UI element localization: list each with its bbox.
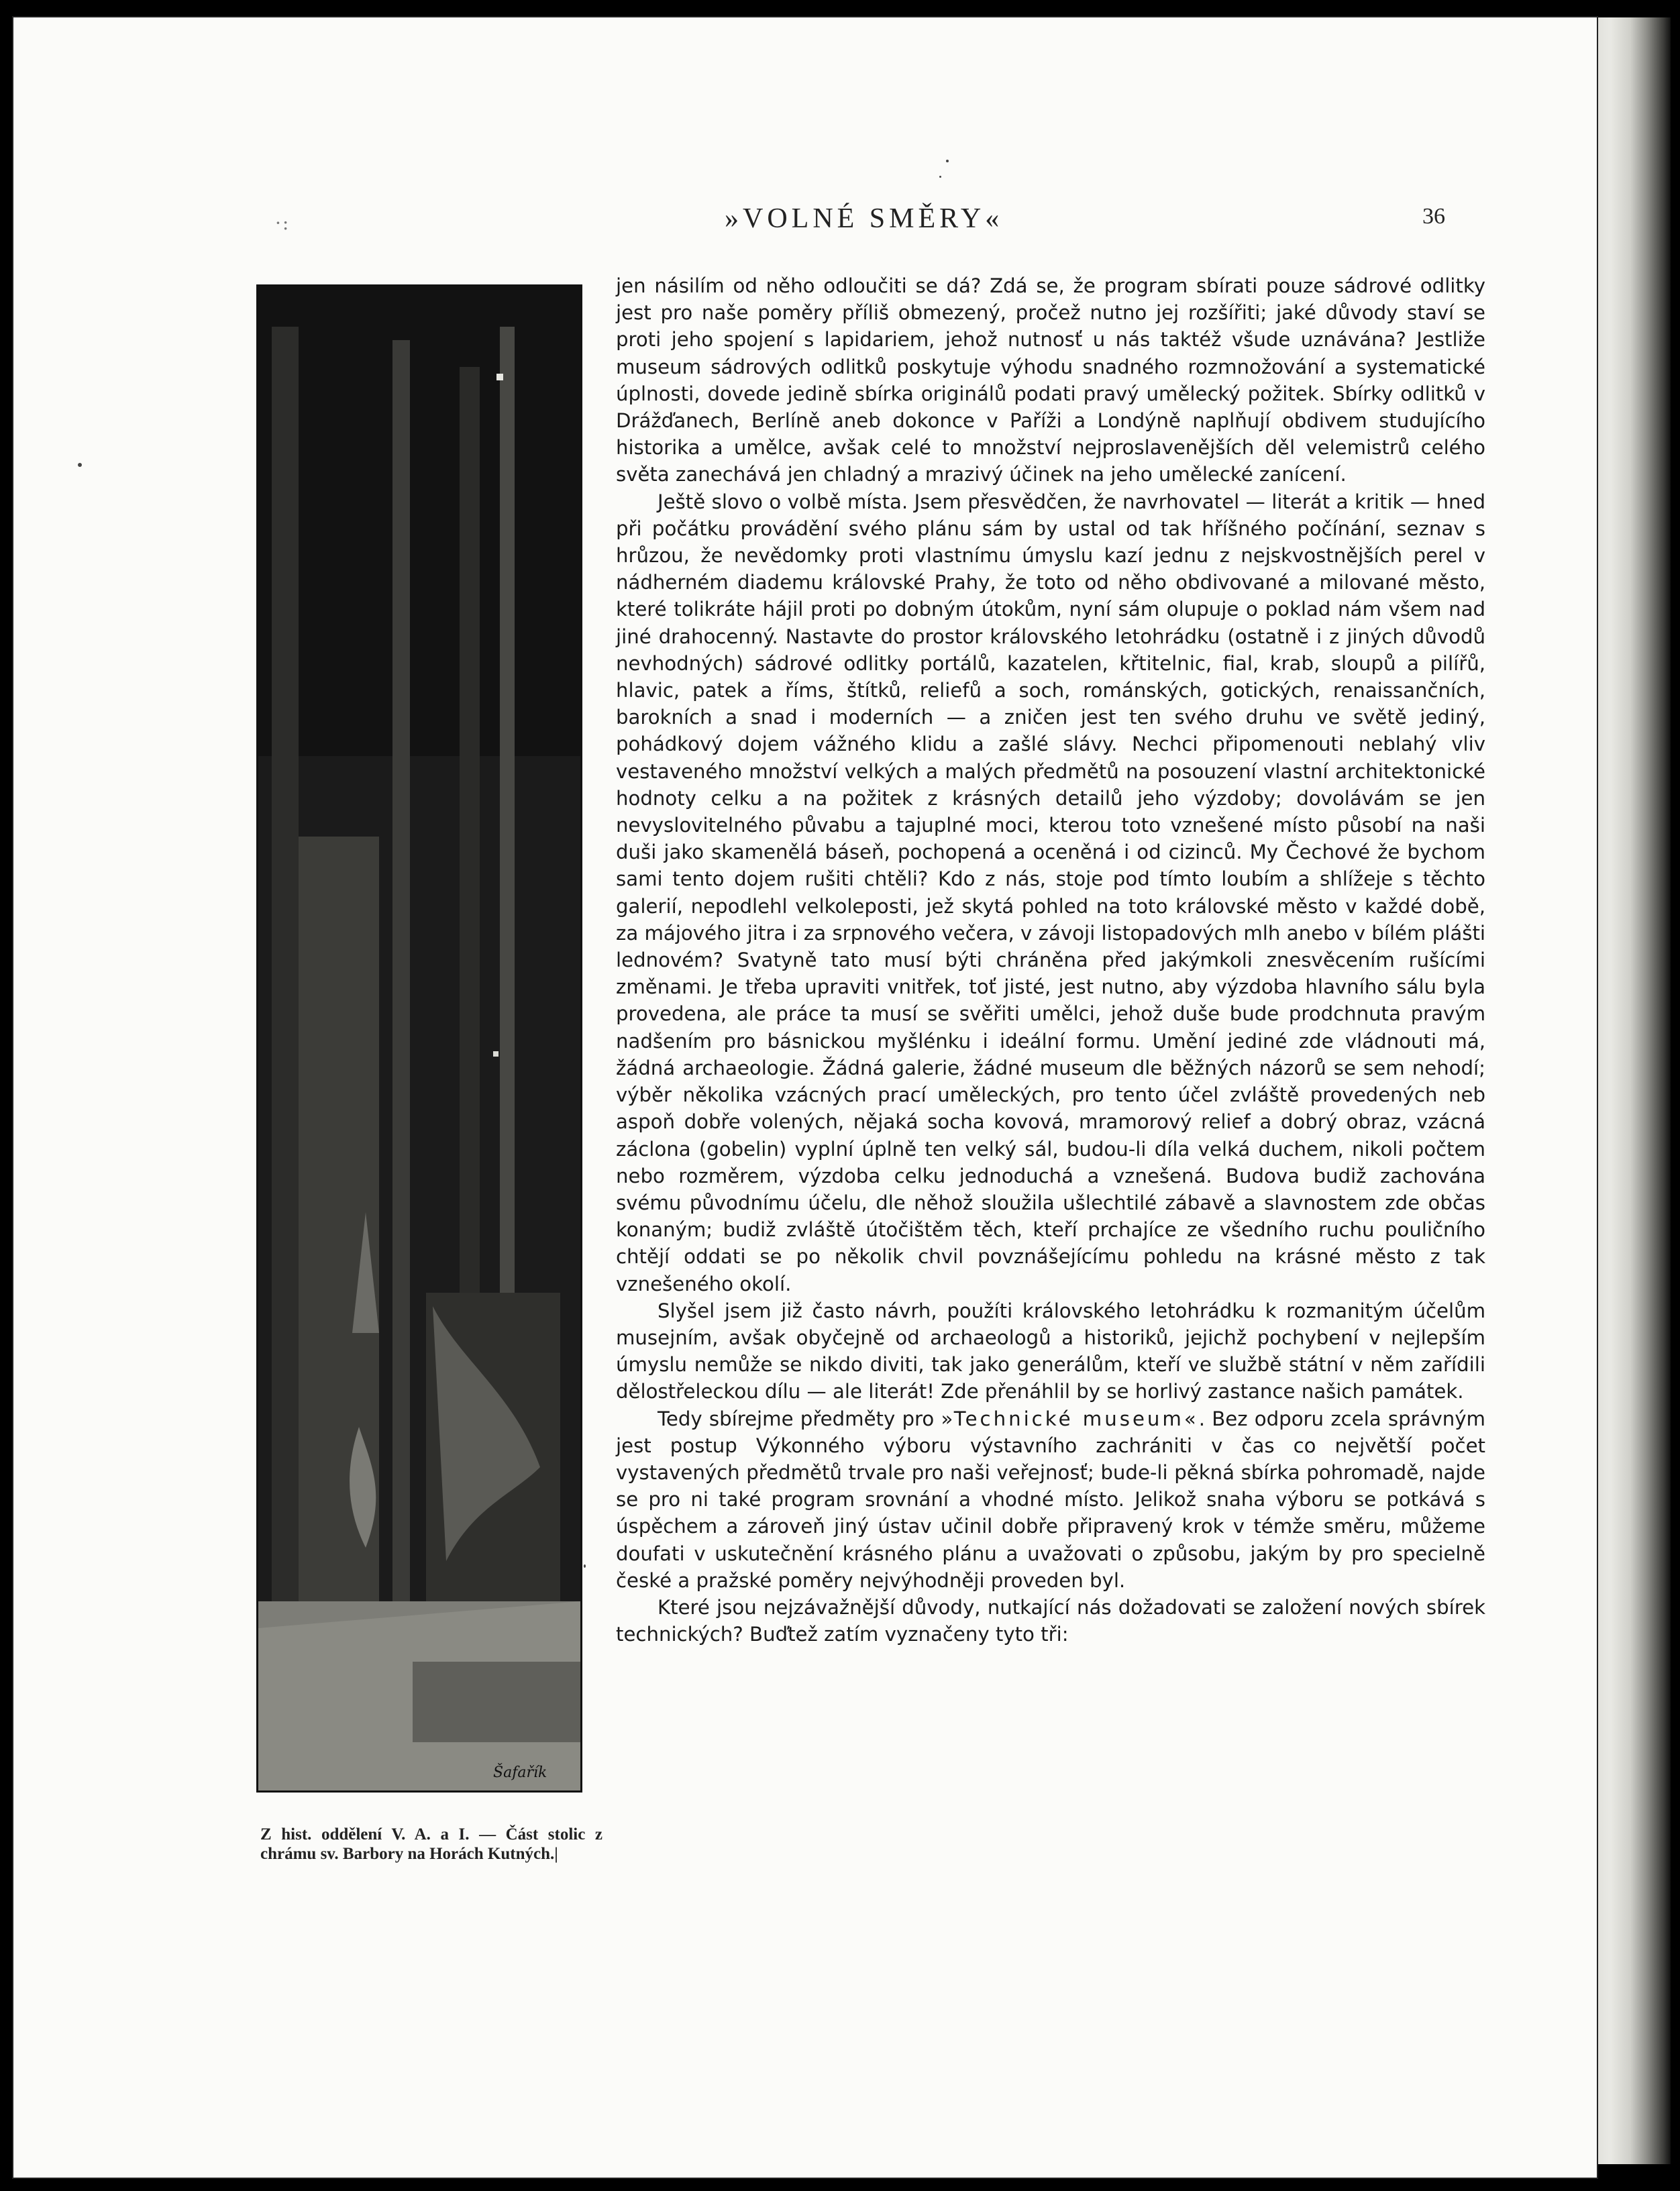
figure-caption: Z hist. oddělení V. A. a I. — Část stolic z chrámu sv. Barbory na Horách Kutných.|: [260, 1825, 602, 1863]
running-header: [13, 200, 1597, 240]
paragraph-5: Které jsou nejzávažnější důvody, nutkající nás dožadovati se založení nových sbírek technických? Buďtež zatím vyznačeny tyto tři:: [616, 1595, 1485, 1646]
paragraph-4-rest: . Bez odporu zcela správným jest postup Výkonného výboru výstavního zachrániti v čas co největší počet vystavených předmětů trvale pro naši veřejnosť; bude-li pěkná sbírka pohromadě, najde se pro ni také program srovnání a vhodné místo. Jelikož snaha výboru se potkává s úspěchem a zároveň jiný ústav učinil dobře připravený krok v témže směru, můžeme doufati v uskutečnění krásného plánu a uvažovati o způsobu, jakým by pro specielně české a pražské poměry nejvýhodněji proveden byl.: [616, 1407, 1485, 1592]
photo-signature: Šafařík: [493, 1764, 547, 1781]
header-mark: ·:: [275, 212, 291, 234]
paragraph-4-start: Tedy sbírejme předměty pro: [658, 1407, 941, 1430]
carved-pew-photo: [258, 286, 580, 1791]
document-page: [13, 17, 1597, 2178]
figure-photograph: [256, 284, 582, 1793]
paragraph-2: Ještě slovo o volbě místa. Jsem přesvědčen, že navrhovatel — literát a kritik — hned při počátku provádění svého plánu sám by ustal od tak hříšného počínání, seznav s hrůzou, že nevědomky proti vlastnímu úmyslu kazí jednu z nejskvostnějších perel v nádherném diademu královské Prahy, že toto od něho obdivované a milované město, které tolikráte hájil proti po dobným útokům, nyní sám olupuje o poklad nám všem nad jiné drahocenný. Nastavte do prostor královského letohrádku (ostatně i z jiných důvodů nevhodných) sádrové odlitky portálů, kazatelen, křtitelnic, fial, krab, sloupů a pilířů, hlavic, patek a říms, štítků, reliefů a soch, románských, gotických, renaissančních, barokních a snad i moderních — a zničen jest ten svého druhu ve světě jediný, pohádkový dojem vážného klidu a zašlé slávy. Nechci připomenouti neblahý vliv vestaveného množství velkých a malých předmětů na posouzení vlastní architektonické hodnoty celku a na požitek z krásných detailů jeho výzdoby; dovolávám se jen nevyslovitelného půvabu a tajuplné moci, kterou toto vznešené místo působí na naši duši jako skamenělá báseň, pochopená a oceněná i od cizinců. My Čechové že bychom sami tento dojem rušiti chtěli? Kdo z nás, stoje pod tímto loubím a shlížeje s těchto galerií, nepodlehl velkoleposti, jež skytá pohled na toto královské město v každé době, za májového jitra i za srpnového večera, v závoji listopadových mlh anebo v bílém plášti lednovém? Svatyně tato musí býti chráněna před jakýmkoli znesvěcením rušícími změnami. Je třeba upraviti vnitřek, toť jisté, jest nutno, aby výzdoba hlavního sálu byla provedena, ale práce ta musí se svěřiti umělci, jehož duše bude prodchnuta pravým nadšením pro básnickou myšlénku i ideální formu. Umění jediné zde vládnouti má, žádná archaeologie. Žádná galerie, žádné museum dle běžných názorů se sem nehodí; výběr několika vzácných prací uměleckých, pro tento účel zvláště provedených neb aspoň dobře volených, nějaká socha kovová, mramorový relief a dobrý obraz, vzácná záclona (gobelin) vyplní úplně ten velký sál, budou-li díla velká duchem, nikoli počtem nebo rozměrem, výzdoba celku jednoduchá a vznešená. Budova budiž zachována svému původnímu účelu, dle něhož sloužila ušlechtilé zábavě a slavnostem zde občas konaným; budiž zvláště útočištěm těch, kteří prchajíce ze všedního ruchu pouličního chtějí oddati se po několik chvil povznášejícímu pohledu na krásné město z tak vznešeného okolí.: [616, 490, 1485, 1295]
technical-museum-term: »Technické museum«: [941, 1407, 1199, 1430]
paragraph-1: jen násilím od něho odloučiti se dá? Zdá se, že program sbírati pouze sádrové odlitky jest pro naše poměry příliš obmezený, pročež nutno jej rozšířiti; jaké důvody staví se proti jeho spojení s lapidariem, jehož nutnosť u nás taktéž všude uznávána? Jestliže museum sádrových odlitků poskytuje výhodu snadného rozmnožování a systematické úplnosti, dovede jedině sbírka originálů podati pravý umělecký požitek. Sbírky odlitků v Drážďanech, Berlíně aneb dokonce v Paříži a Londýně naplňují obdivem studujícího historika a umělce, avšak celé to množství nejproslavenějších děl velemistrů celého světa zanechává jen chladný a mrazivý účinek na jeho umělecké zanícení.: [616, 274, 1485, 486]
paragraph-3: Slyšel jsem již často návrh, použíti královského letohrádku k rozmanitým účelům musejním, avšak obyčejně od archaeologů a historiků, jejichž pochybení v nejlepším úmyslu nemůže se nikdo diviti, tak jako generálům, kteří ve službě státní v něm zařídili dělostřeleckou dílu — ale literát! Zde přenáhlil by se horlivý zastance našich památek.: [616, 1299, 1485, 1403]
page-number: 36: [1422, 204, 1445, 229]
journal-title: »VOLNÉ SMĚRY«: [725, 203, 1004, 234]
article-body: [616, 272, 1485, 1648]
paragraph-4: [616, 1405, 1485, 1594]
